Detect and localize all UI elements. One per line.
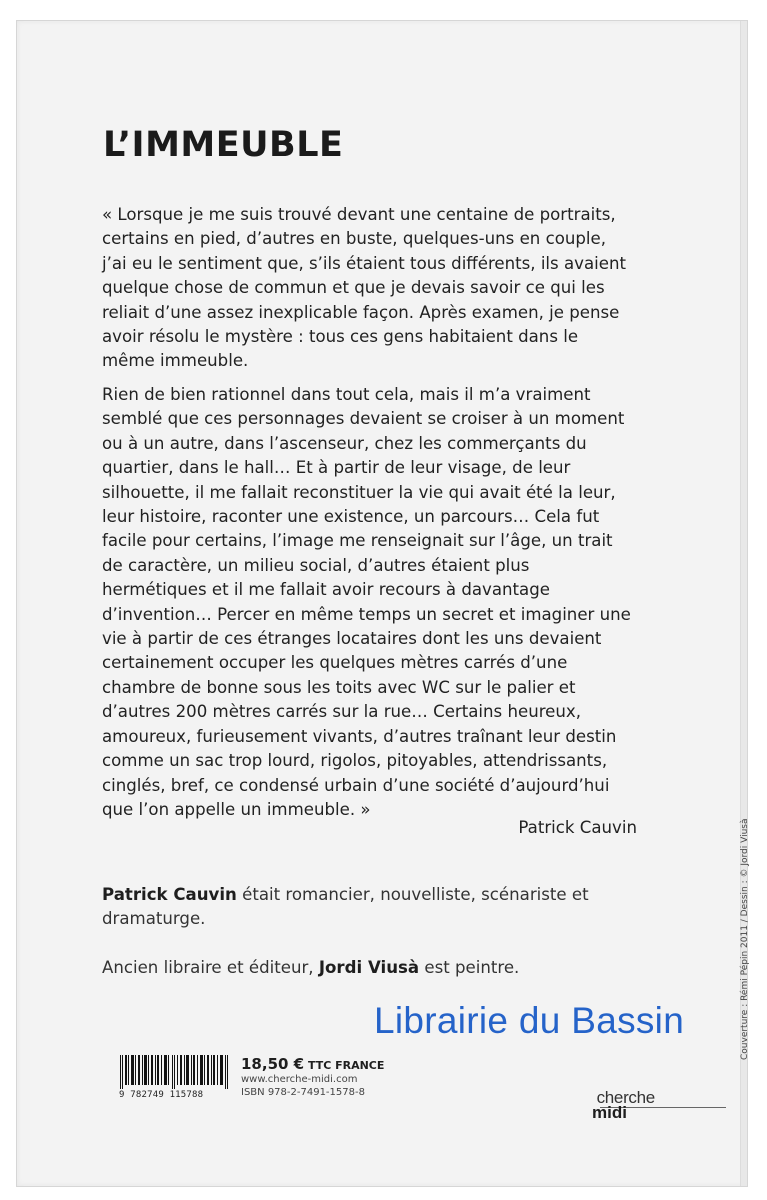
price-suffix: TTC FRANCE: [304, 1059, 385, 1072]
publisher-logo-bottom: midi: [592, 1103, 627, 1122]
price-amount: 18,50 €: [241, 1055, 305, 1073]
blurb-paragraph-1: « Lorsque je me suis trouvé devant une centaine de portraits, certains en pied, d’autres en buste, quelques-uns en couple, j’ai eu le sentiment que, s’ils étaient tous différents, ils avaient quelque chose de commun et que je devais savoir ce qui les reliait d’une assez inexplicable façon. Après examen, je pense avoir résolu le mystère : tous ces gens habitaient dans le même immeuble.: [102, 205, 626, 371]
illustrator-bio-before: Ancien libraire et éditeur,: [102, 958, 319, 977]
author-bio: [102, 883, 642, 932]
blurb-paragraph-2: Rien de bien rationnel dans tout cela, mais il m’a vraiment semblé que ces personnages devaient se croiser à un moment ou à un autre, dans l’ascenseur, chez les commerçants du quartier, dans le hall… Et à partir de leur visage, de leur silhouette, il me fallait reconstituer la vie qui avait été la leur, leur histoire, raconter une existence, un parcours… Cela fut facile pour certains, l’image me renseignait sur l’âge, un trait de caractère, un milieu social, d’autres étaient plus hermétiques et il me fallait avoir recours à davantage d’invention… Percer en même temps un secret et imaginer une vie à partir de ces étranges locataires dont les uns devaient certainement occuper les quelques mètres carrés d’une chambre de bonne sous les toits avec WC sur le palier et d’autres 200 mètres carrés sur la rue… Certains heureux, amoureux, furieusement vivants, d’autres traînant leur destin comme un sac trop lourd, rigolos, pitoyables, attendrissants, cinglés, bref, ce condensé urbain d’une société d’aujourd’hui que l’on appelle un immeuble. »: [102, 385, 631, 819]
blurb-signature: Patrick Cauvin: [518, 818, 637, 837]
barcode-digits: 9 782749 115788: [119, 1090, 204, 1100]
cover-credit: Couverture : Rémi Pépin 2011 / Dessin : © Jordi Viusà: [740, 818, 750, 1060]
price: [241, 1055, 384, 1073]
publisher-logo-top: cherche: [596, 1088, 655, 1107]
publisher-website: www.cherche-midi.com: [241, 1074, 358, 1085]
author-name: Patrick Cauvin: [102, 885, 237, 904]
illustrator-bio: [102, 956, 642, 980]
barcode-icon: [117, 1055, 237, 1089]
author-bio-text: était romancier, nouvelliste, scénariste et dramaturge.: [102, 885, 589, 929]
barcode: [117, 1055, 237, 1101]
illustrator-bio-after: est peintre.: [419, 958, 520, 977]
publisher-logo: [592, 1088, 655, 1123]
illustrator-name: Jordi Viusà: [318, 958, 420, 977]
isbn: ISBN 978-2-7491-1578-8: [241, 1087, 365, 1098]
bookshop-watermark: Librairie du Bassin: [374, 1000, 685, 1041]
book-title: L’IMMEUBLE: [103, 125, 344, 165]
price-block: [241, 1055, 384, 1098]
